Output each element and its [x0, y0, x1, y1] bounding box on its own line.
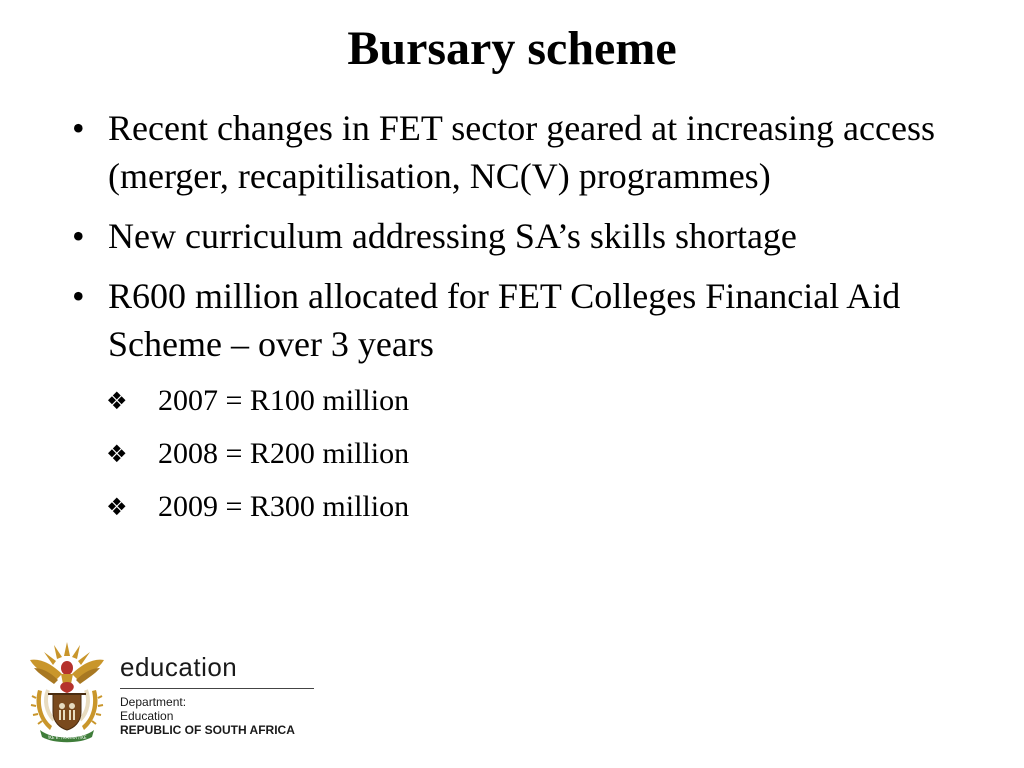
department-logo	[26, 638, 326, 748]
logo-divider	[120, 688, 314, 689]
bullet-icon: •	[72, 276, 85, 316]
bullet-list	[70, 104, 980, 545]
sub-bullet-list	[108, 374, 980, 533]
sub-bullet-item	[94, 427, 980, 480]
bullet-item	[70, 212, 980, 260]
logo-wordmark: education	[120, 652, 238, 682]
logo-department-text	[120, 695, 295, 737]
logo-line-department: Department:	[120, 695, 187, 709]
sub-bullet-text: 2007 = R100 million	[158, 384, 410, 417]
diamond-bullet-icon: ❖	[106, 440, 128, 468]
bullet-item	[70, 104, 980, 200]
sub-bullet-item	[94, 480, 980, 533]
bullet-icon: •	[72, 216, 85, 256]
logo-line-country: REPUBLIC OF SOUTH AFRICA	[120, 723, 295, 737]
sub-bullet-text: 2009 = R300 million	[158, 490, 410, 523]
bullet-text: R600 million allocated for FET Colleges Financial Aid Scheme – over 3 years	[108, 276, 901, 364]
slide-title: Bursary scheme	[347, 22, 677, 75]
bullet-text: Recent changes in FET sector geared at increasing access (merger, recapitilisation, NC(V) programmes)	[108, 108, 935, 196]
bullet-text: New curriculum addressing SA’s skills shortage	[108, 216, 797, 256]
sub-bullet-text: 2008 = R200 million	[158, 437, 410, 470]
logo-line-education: Education	[120, 709, 174, 723]
diamond-bullet-icon: ❖	[106, 387, 128, 415]
crest-motto: !KE E: /XARRA //KE	[47, 735, 87, 740]
bullet-item	[70, 272, 980, 533]
bullet-icon: •	[72, 108, 85, 148]
diamond-bullet-icon: ❖	[106, 493, 128, 521]
coat-of-arms-icon	[26, 638, 108, 744]
sub-bullet-item	[94, 374, 980, 427]
